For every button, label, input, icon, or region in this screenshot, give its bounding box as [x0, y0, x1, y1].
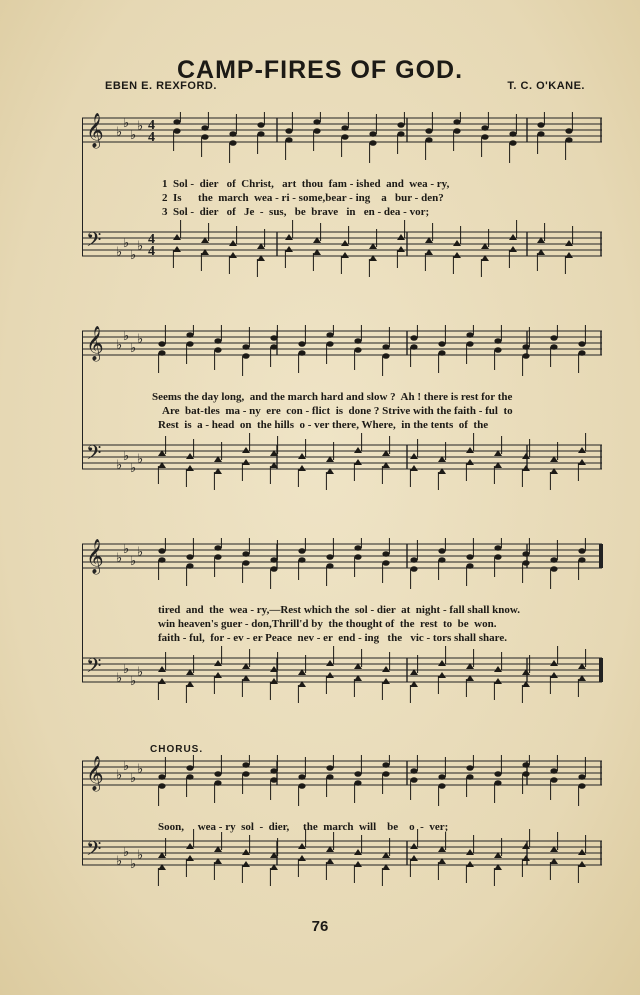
- note-head: [494, 347, 501, 353]
- note-head: [298, 548, 305, 554]
- flat-icon: ♭: [116, 125, 123, 140]
- shape-note-head: [173, 246, 181, 252]
- note-head: [257, 122, 264, 128]
- flat-icon: ♭: [130, 248, 137, 263]
- note-head: [158, 774, 165, 780]
- flat-icon: ♭: [137, 665, 144, 680]
- shape-note-head: [242, 447, 250, 453]
- note-head: [326, 765, 333, 771]
- shape-note-head: [397, 234, 405, 240]
- note-head: [214, 347, 221, 353]
- note-head: [201, 125, 208, 131]
- treble-clef-icon: 𝄞: [86, 113, 104, 148]
- shape-note-head: [438, 660, 446, 666]
- note-head: [453, 119, 460, 125]
- note-head: [214, 554, 221, 560]
- shape-note-head: [522, 465, 530, 471]
- lyric-line: Seems the day long, and the march hard and slow ? Ah ! there is rest for the: [152, 391, 513, 403]
- note-head: [466, 563, 473, 569]
- lyric-line: faith - ful, for - ev - er Peace nev - er end - ing the vic - tors shall share.: [158, 632, 507, 644]
- shape-note-head: [578, 459, 586, 465]
- time-signature: 4: [148, 232, 155, 247]
- time-signature: 4: [148, 118, 155, 133]
- flat-icon: ♭: [116, 854, 123, 869]
- time-signature: 4: [148, 130, 155, 145]
- note-head: [438, 350, 445, 356]
- shape-note-head: [326, 660, 334, 666]
- note-head: [242, 344, 249, 350]
- flat-icon: ♭: [137, 545, 144, 560]
- note-head: [270, 344, 277, 350]
- note-head: [550, 557, 557, 563]
- shape-note-head: [565, 240, 573, 246]
- shape-note-head: [341, 240, 349, 246]
- flat-icon: ♭: [123, 662, 130, 677]
- note-head: [466, 765, 473, 771]
- note-head: [410, 566, 417, 572]
- note-head: [509, 131, 516, 137]
- shape-note-head: [550, 672, 558, 678]
- composer-credit: T. C. O'KANE.: [507, 80, 585, 92]
- note-head: [481, 125, 488, 131]
- note-head: [214, 771, 221, 777]
- note-head: [354, 554, 361, 560]
- note-head: [453, 128, 460, 134]
- note-head: [298, 783, 305, 789]
- note-head: [186, 332, 193, 338]
- shape-note-head: [326, 672, 334, 678]
- flat-icon: ♭: [123, 329, 130, 344]
- shape-note-head: [229, 252, 237, 258]
- shape-note-head: [565, 252, 573, 258]
- lyric-line: Are bat-tles ma - ny ere con - flict is done ? Strive with the faith - ful to: [162, 405, 513, 417]
- note-head: [382, 771, 389, 777]
- note-head: [270, 557, 277, 563]
- note-head: [270, 566, 277, 572]
- flat-icon: ♭: [116, 551, 123, 566]
- note-head: [494, 554, 501, 560]
- note-head: [522, 771, 529, 777]
- shape-note-head: [410, 843, 418, 849]
- flat-icon: ♭: [116, 768, 123, 783]
- shape-note-head: [158, 678, 166, 684]
- note-head: [242, 762, 249, 768]
- note-head: [494, 338, 501, 344]
- bass-clef-icon: 𝄢: [86, 654, 102, 682]
- note-head: [550, 344, 557, 350]
- shape-note-head: [466, 849, 474, 855]
- shape-note-head: [298, 453, 306, 459]
- note-head: [158, 350, 165, 356]
- shape-note-head: [578, 447, 586, 453]
- note-head: [173, 128, 180, 134]
- note-head: [425, 128, 432, 134]
- note-head: [578, 783, 585, 789]
- note-head: [382, 551, 389, 557]
- lyricist-credit: EBEN E. REXFORD.: [105, 80, 217, 92]
- note-head: [466, 332, 473, 338]
- note-head: [229, 140, 236, 146]
- flat-icon: ♭: [130, 341, 137, 356]
- note-head: [158, 557, 165, 563]
- flat-icon: ♭: [130, 771, 137, 786]
- note-head: [438, 548, 445, 554]
- note-head: [158, 341, 165, 347]
- flat-icon: ♭: [116, 338, 123, 353]
- note-head: [438, 783, 445, 789]
- shape-note-head: [242, 849, 250, 855]
- shape-note-head: [242, 459, 250, 465]
- note-head: [438, 774, 445, 780]
- note-head: [341, 134, 348, 140]
- note-head: [410, 335, 417, 341]
- note-head: [550, 566, 557, 572]
- flat-icon: ♭: [123, 449, 130, 464]
- chorus-label: CHORUS.: [150, 744, 204, 755]
- note-head: [186, 554, 193, 560]
- lyric-line: tired and the wea - ry,—Rest which the sol - dier at night - fall shall know.: [158, 604, 520, 616]
- note-head: [466, 774, 473, 780]
- lyric-line: Soon, wea - ry sol - dier, the march will be o - ver;: [158, 821, 449, 833]
- note-head: [550, 777, 557, 783]
- shape-note-head: [341, 252, 349, 258]
- note-head: [382, 560, 389, 566]
- shape-note-head: [466, 447, 474, 453]
- note-head: [537, 131, 544, 137]
- note-head: [285, 128, 292, 134]
- shape-note-head: [397, 246, 405, 252]
- note-head: [313, 119, 320, 125]
- shape-note-head: [522, 855, 530, 861]
- lyric-line: 1 Sol - dier of Christ, art thou fam - ished and wea - ry,: [162, 178, 450, 190]
- note-head: [341, 125, 348, 131]
- note-head: [270, 768, 277, 774]
- note-head: [354, 545, 361, 551]
- note-head: [242, 771, 249, 777]
- shape-note-head: [578, 849, 586, 855]
- note-head: [242, 560, 249, 566]
- note-head: [270, 335, 277, 341]
- hymn-title: CAMP-FIRES OF GOD.: [176, 56, 464, 84]
- flat-icon: ♭: [137, 452, 144, 467]
- note-head: [382, 344, 389, 350]
- note-head: [326, 332, 333, 338]
- note-head: [410, 344, 417, 350]
- note-head: [537, 122, 544, 128]
- note-head: [438, 557, 445, 563]
- treble-clef-icon: 𝄞: [86, 326, 104, 361]
- note-head: [326, 563, 333, 569]
- bass-clef-icon: 𝄢: [86, 228, 102, 256]
- flat-icon: ♭: [137, 332, 144, 347]
- shape-note-head: [354, 459, 362, 465]
- note-head: [242, 551, 249, 557]
- flat-icon: ♭: [137, 119, 144, 134]
- shape-note-head: [214, 660, 222, 666]
- page-number: 76: [311, 918, 329, 935]
- note-head: [186, 774, 193, 780]
- flat-icon: ♭: [137, 239, 144, 254]
- shape-note-head: [229, 240, 237, 246]
- shape-note-head: [285, 234, 293, 240]
- shape-note-head: [494, 678, 502, 684]
- shape-note-head: [186, 855, 194, 861]
- note-head: [509, 140, 516, 146]
- lyric-line: 2 Is the march wea - ri - some,bear - ing a bur - den?: [162, 192, 444, 204]
- shape-note-head: [186, 843, 194, 849]
- note-head: [494, 780, 501, 786]
- shape-note-head: [285, 246, 293, 252]
- bass-clef-icon: 𝄢: [86, 441, 102, 469]
- shape-note-head: [410, 465, 418, 471]
- shape-note-head: [494, 666, 502, 672]
- flat-icon: ♭: [130, 674, 137, 689]
- shape-note-head: [453, 240, 461, 246]
- shape-note-head: [382, 678, 390, 684]
- flat-icon: ♭: [116, 458, 123, 473]
- note-head: [578, 774, 585, 780]
- shape-note-head: [298, 855, 306, 861]
- note-head: [369, 131, 376, 137]
- note-head: [326, 341, 333, 347]
- note-head: [298, 774, 305, 780]
- shape-note-head: [354, 849, 362, 855]
- flat-icon: ♭: [123, 236, 130, 251]
- shape-note-head: [354, 861, 362, 867]
- note-head: [186, 765, 193, 771]
- music-system-2: [82, 325, 606, 521]
- shape-note-head: [186, 453, 194, 459]
- shape-note-head: [410, 855, 418, 861]
- note-head: [214, 338, 221, 344]
- lyric-line: win heaven's guer - don,Thrill'd by the thought of the rest to be won.: [158, 618, 497, 630]
- flat-icon: ♭: [116, 671, 123, 686]
- shape-note-head: [186, 465, 194, 471]
- music-system-3: [82, 538, 606, 734]
- note-head: [550, 768, 557, 774]
- note-head: [158, 548, 165, 554]
- note-head: [578, 350, 585, 356]
- note-head: [438, 341, 445, 347]
- flat-icon: ♭: [123, 759, 130, 774]
- shape-note-head: [354, 447, 362, 453]
- note-head: [410, 777, 417, 783]
- flat-icon: ♭: [123, 542, 130, 557]
- note-head: [425, 137, 432, 143]
- note-head: [565, 137, 572, 143]
- music-system-4: [82, 755, 606, 905]
- shape-note-head: [466, 861, 474, 867]
- lyric-line: 3 Sol - dier of Je - sus, be brave in en - dea - vor;: [162, 206, 430, 218]
- note-head: [578, 341, 585, 347]
- note-head: [354, 780, 361, 786]
- note-head: [382, 353, 389, 359]
- lyric-line: Rest is a - head on the hills o - ver there, Where, in the tents of the: [158, 419, 489, 431]
- note-head: [158, 783, 165, 789]
- note-head: [242, 353, 249, 359]
- note-head: [186, 563, 193, 569]
- note-head: [298, 557, 305, 563]
- note-head: [522, 344, 529, 350]
- note-head: [550, 335, 557, 341]
- treble-clef-icon: 𝄞: [86, 539, 104, 574]
- note-head: [298, 341, 305, 347]
- shape-note-head: [522, 453, 530, 459]
- note-head: [285, 137, 292, 143]
- note-head: [410, 768, 417, 774]
- flat-icon: ♭: [130, 128, 137, 143]
- flat-icon: ♭: [137, 848, 144, 863]
- note-head: [481, 134, 488, 140]
- note-head: [354, 771, 361, 777]
- note-head: [229, 131, 236, 137]
- shape-note-head: [550, 660, 558, 666]
- note-head: [354, 338, 361, 344]
- flat-icon: ♭: [130, 461, 137, 476]
- note-head: [522, 560, 529, 566]
- flat-icon: ♭: [116, 245, 123, 260]
- note-head: [270, 777, 277, 783]
- note-head: [578, 557, 585, 563]
- shape-note-head: [298, 843, 306, 849]
- note-head: [326, 774, 333, 780]
- bass-clef-icon: 𝄢: [86, 837, 102, 865]
- note-head: [494, 771, 501, 777]
- flat-icon: ♭: [137, 762, 144, 777]
- note-head: [522, 353, 529, 359]
- note-head: [522, 551, 529, 557]
- shape-note-head: [466, 459, 474, 465]
- shape-note-head: [522, 843, 530, 849]
- shape-note-head: [242, 861, 250, 867]
- shape-note-head: [214, 672, 222, 678]
- note-head: [354, 347, 361, 353]
- note-head: [298, 350, 305, 356]
- shape-note-head: [578, 861, 586, 867]
- shape-note-head: [298, 465, 306, 471]
- note-head: [578, 548, 585, 554]
- shape-note-head: [410, 453, 418, 459]
- note-head: [466, 341, 473, 347]
- note-head: [369, 140, 376, 146]
- note-head: [173, 119, 180, 125]
- note-head: [565, 128, 572, 134]
- note-head: [522, 762, 529, 768]
- shape-note-head: [382, 666, 390, 672]
- shape-note-head: [158, 666, 166, 672]
- flat-icon: ♭: [130, 554, 137, 569]
- note-head: [382, 762, 389, 768]
- note-head: [257, 131, 264, 137]
- note-head: [410, 557, 417, 563]
- music-system-1: [82, 112, 606, 308]
- shape-note-head: [438, 672, 446, 678]
- note-head: [313, 128, 320, 134]
- note-head: [186, 341, 193, 347]
- note-head: [466, 554, 473, 560]
- flat-icon: ♭: [123, 845, 130, 860]
- shape-note-head: [509, 246, 517, 252]
- shape-note-head: [509, 234, 517, 240]
- treble-clef-icon: 𝄞: [86, 756, 104, 791]
- note-head: [397, 122, 404, 128]
- flat-icon: ♭: [123, 116, 130, 131]
- note-head: [201, 134, 208, 140]
- shape-note-head: [173, 234, 181, 240]
- flat-icon: ♭: [130, 857, 137, 872]
- note-head: [214, 780, 221, 786]
- note-head: [214, 545, 221, 551]
- shape-note-head: [453, 252, 461, 258]
- note-head: [326, 554, 333, 560]
- note-head: [494, 545, 501, 551]
- time-signature: 4: [148, 244, 155, 259]
- note-head: [397, 131, 404, 137]
